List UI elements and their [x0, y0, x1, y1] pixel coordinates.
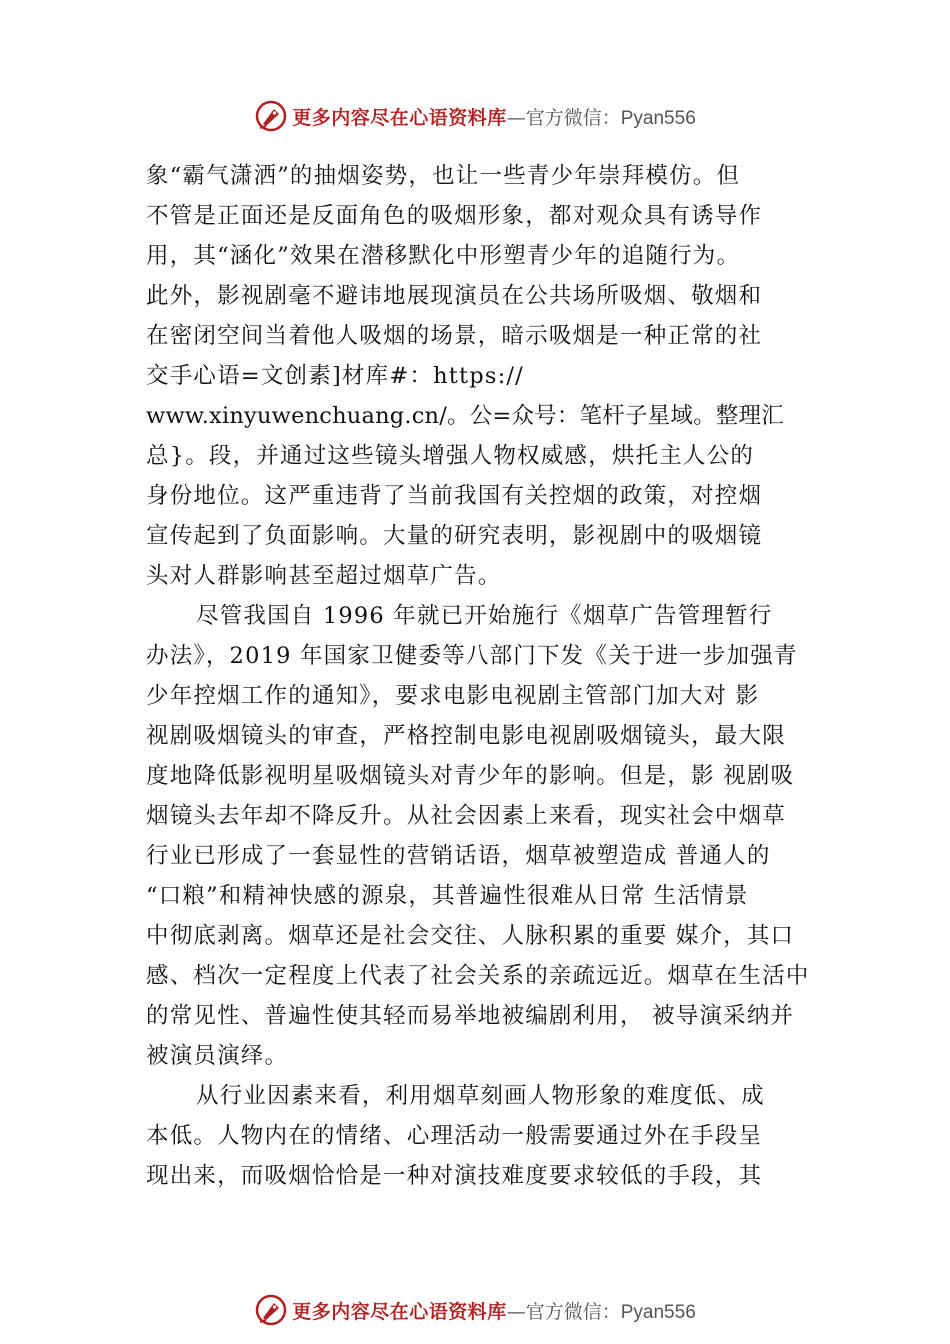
document-body [146, 156, 836, 1196]
text-line: 交手心语=文创素]材库#：https:// [146, 363, 524, 389]
banner-library-name: 更多内容尽在心语资料库 [292, 106, 507, 129]
text-line: 办法》，2019 年国家卫健委等八部门下发《关于进一步加强青 [146, 643, 798, 669]
text-line: 行业已形成了一套显性的营销话语，烟草被塑造成 普通人的 [146, 843, 771, 869]
text-line: www.xinyuwenchuang.cn/。公=众号：笔杆子星域。整理汇 [146, 403, 784, 429]
text-line: 用，其“涵化”效果在潜移默化中形塑青少年的追随行为。 [146, 243, 741, 269]
text-line: 身份地位。这严重违背了当前我国有关控烟的政策，对控烟 [146, 483, 763, 509]
text-line: 在密闭空间当着他人吸烟的场景，暗示吸烟是一种正常的社 [146, 323, 763, 349]
text-line: 感、档次一定程度上代表了社会关系的亲疏远近。烟草在生活中 [146, 963, 810, 989]
text-line: 尽管我国自 1996 年就已开始施行《烟草广告管理暂行 [196, 603, 773, 629]
text-line: 头对人群影响甚至超过烟草广告。 [146, 563, 502, 589]
banner-text [292, 1297, 696, 1324]
banner-dash: — [506, 1300, 526, 1323]
banner-wechat-handle: Pyan556 [620, 107, 696, 129]
text-line: 少年控烟工作的通知》，要求电影电视剧主管部门加大对 影 [146, 683, 760, 709]
text-line: 被演员演绎。 [146, 1043, 289, 1069]
text-line: 现出来，而吸烟恰恰是一种对演技难度要求较低的手段，其 [146, 1163, 763, 1189]
footer-banner [0, 1290, 950, 1330]
banner-wechat-label: 官方微信： [525, 106, 621, 129]
text-line: 宣传起到了负面影响。大量的研究表明，影视剧中的吸烟镜 [146, 523, 763, 549]
pen-nib-logo-icon [254, 99, 288, 133]
text-line: 度地降低影视明星吸烟镜头对青少年的影响。但是，影 视剧吸 [146, 763, 795, 789]
text-line: 此外，影视剧毫不避讳地展现演员在公共场所吸烟、敬烟和 [146, 283, 763, 309]
text-line: 本低。人物内在的情绪、心理活动一般需要通过外在手段呈 [146, 1123, 763, 1149]
text-line: 总}。段，并通过这些镜头增强人物权威感，烘托主人公的 [146, 443, 755, 469]
banner-library-name: 更多内容尽在心语资料库 [292, 1300, 507, 1323]
text-line: “口粮”和精神快感的源泉，其普遍性很难从日常 生活情景 [146, 883, 749, 909]
banner-wechat-handle: Pyan556 [620, 1301, 696, 1323]
text-line: 中彻底剥离。烟草还是社会交往、人脉积累的重要 媒介，其口 [146, 923, 795, 949]
text-line: 象“霸气潇洒”的抽烟姿势，也让一些青少年崇拜模仿。但 [146, 163, 741, 189]
text-line: 从行业因素来看，利用烟草刻画人物形象的难度低、成 [196, 1083, 765, 1109]
header-banner [0, 96, 950, 136]
text-line: 不管是正面还是反面角色的吸烟形象，都对观众具有诱导作 [146, 203, 763, 229]
text-line: 烟镜头去年却不降反升。从社会因素上来看，现实社会中烟草 [146, 803, 786, 829]
banner-wechat-label: 官方微信： [525, 1300, 621, 1323]
banner-dash: — [506, 106, 526, 129]
banner-text [292, 103, 696, 130]
pen-nib-logo-icon [254, 1293, 288, 1327]
text-line: 视剧吸烟镜头的审查，严格控制电影电视剧吸烟镜头，最大限 [146, 723, 786, 749]
text-line: 的常见性、普遍性使其轻而易举地被编剧利用， 被导演采纳并 [146, 1003, 795, 1029]
